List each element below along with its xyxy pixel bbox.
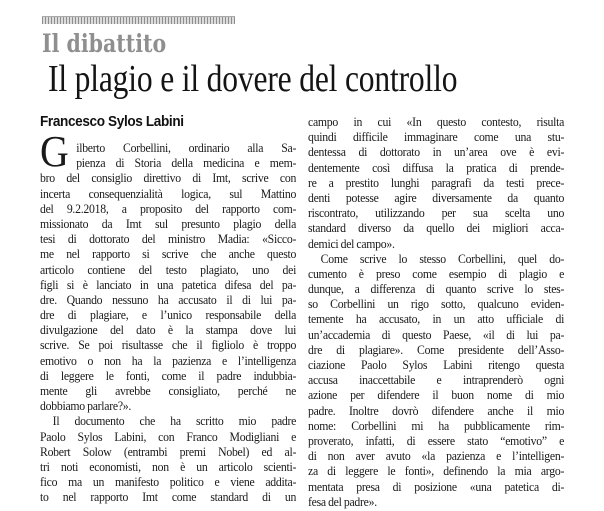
text-line: mente gli avrebbe consigliato, perché ne [40, 383, 297, 398]
text-line: temente ha accusato, in un atto ufficiale di [308, 311, 565, 327]
text-line: Paolo Sylos Labini, con Franco Modigliani e [40, 428, 297, 444]
text-line: di leggere le fonti, come il padre indubbia- [40, 367, 297, 383]
text-line: azione per difendere il buon nome di mio [308, 387, 565, 403]
text-line: re a prestito lunghi paragrafi da testi prece- [308, 174, 565, 190]
text-line: tri noti economisti, non è un articolo scienti- [40, 458, 297, 474]
text-line: za di leggere le fonti», definendo la mia argo- [308, 463, 565, 479]
text-line: di non aver avuto «la pazienza e l’intelligen- [308, 448, 565, 464]
text-line: me nel rapporto si scrive che anche questo [40, 246, 297, 262]
text-line: figli si è lanciato in una patetica difesa del pa- [40, 276, 297, 292]
text-line: tesi di dottorato del ministro Madia: «Sicco- [40, 231, 297, 247]
text-line: dre di plagiare, e l’unico responsabile della [40, 307, 297, 323]
text-line: del 9.2.2018, a proposito del rapporto com- [40, 200, 297, 216]
text-line: dentemente così diffusa la pratica di prende- [308, 159, 565, 175]
text-line: fico ma un manifesto politico e viene addita- [40, 474, 297, 490]
kicker-label: Il dibattito [42, 29, 167, 58]
text-line: Il documento che ha scritto mio padre [52, 413, 297, 429]
text-line: divulgazione del dato è la stampa dove lui [40, 322, 297, 338]
kicker-bar [42, 16, 235, 24]
text-line: missionato da Imt sul presunto plagio della [40, 215, 297, 231]
article-column-left [40, 114, 296, 505]
text-line: proverato, infatti, di essere stato “emotivo” e [308, 432, 565, 448]
article-column-right [308, 114, 564, 509]
text-line: demici del campo». [308, 235, 395, 251]
text-line: padre. Inoltre dovrò difendere anche il mio [308, 402, 565, 418]
text-line: Come scrive lo stesso Corbellini, quel do- [320, 250, 565, 266]
text-line: articolo contiene del testo plagiato, uno dei [40, 261, 297, 277]
text-line: un’accademia di questo Paese, «il di lui pa- [308, 326, 565, 342]
text-line: quindi difficile immaginare come una stu- [308, 129, 565, 145]
headline: Il plagio e il dovere del controllo [48, 58, 458, 100]
text-line: accusa inaccettabile e intraprenderò ogni [308, 372, 565, 388]
text-line: so Corbellini un rigo sotto, qualcuno eviden- [308, 296, 565, 312]
text-line: to nel rapporto Imt come standard di un [40, 489, 297, 505]
text-line: dre. Quando nessuno ha accusato il di lui pa- [40, 291, 297, 307]
text-line: ciazione Paolo Sylos Labini ritengo questa [308, 357, 565, 372]
text-line: bro del consiglio direttivo di Imt, scrive con [40, 170, 297, 186]
text-line: dobbiamo parlare?». [40, 398, 132, 414]
text-line: dentessa di dottorato in un’area ove è evi- [308, 144, 565, 160]
text-line: standard diverso da quello dei migliori acca- [308, 220, 565, 236]
text-line: riscontrato, utilizzando per sua scelta uno [308, 205, 565, 221]
text-line: dunque, a differenza di quanto scrive lo stes- [308, 281, 565, 297]
text-line: fesa del padre». [308, 493, 377, 509]
text-line: emotivo o non ha la pazienza e l’intelligenza [40, 352, 297, 368]
text-line: cumento è preso come esempio di plagio e [308, 265, 565, 281]
text-line: nome: Corbellini mi ha pubblicamente rim- [308, 417, 565, 433]
text-line: incerta consequenzialità logica, sul Mattino [40, 185, 297, 201]
text-line: pienza di Storia della medicina e mem- [76, 155, 297, 171]
dropcap: G [40, 127, 69, 176]
text-line: scrive. Se poi risultasse che il figliolo è troppo [40, 337, 297, 353]
text-line: ilberto Corbellini, ordinario alla Sa- [76, 140, 297, 155]
text-line: Robert Solow (entrambi premi Nobel) ed al- [40, 443, 297, 459]
text-line: mentata presa di posizione «una patetica di- [308, 478, 565, 494]
byline: Francesco Sylos Labini [40, 113, 184, 130]
text-line: dre di plagiare». Come presidente dell’Asso- [308, 341, 565, 357]
text-line: denti potesse agire diversamente da quanto [308, 189, 565, 205]
text-line: campo in cui «In questo contesto, risulta [308, 114, 565, 129]
